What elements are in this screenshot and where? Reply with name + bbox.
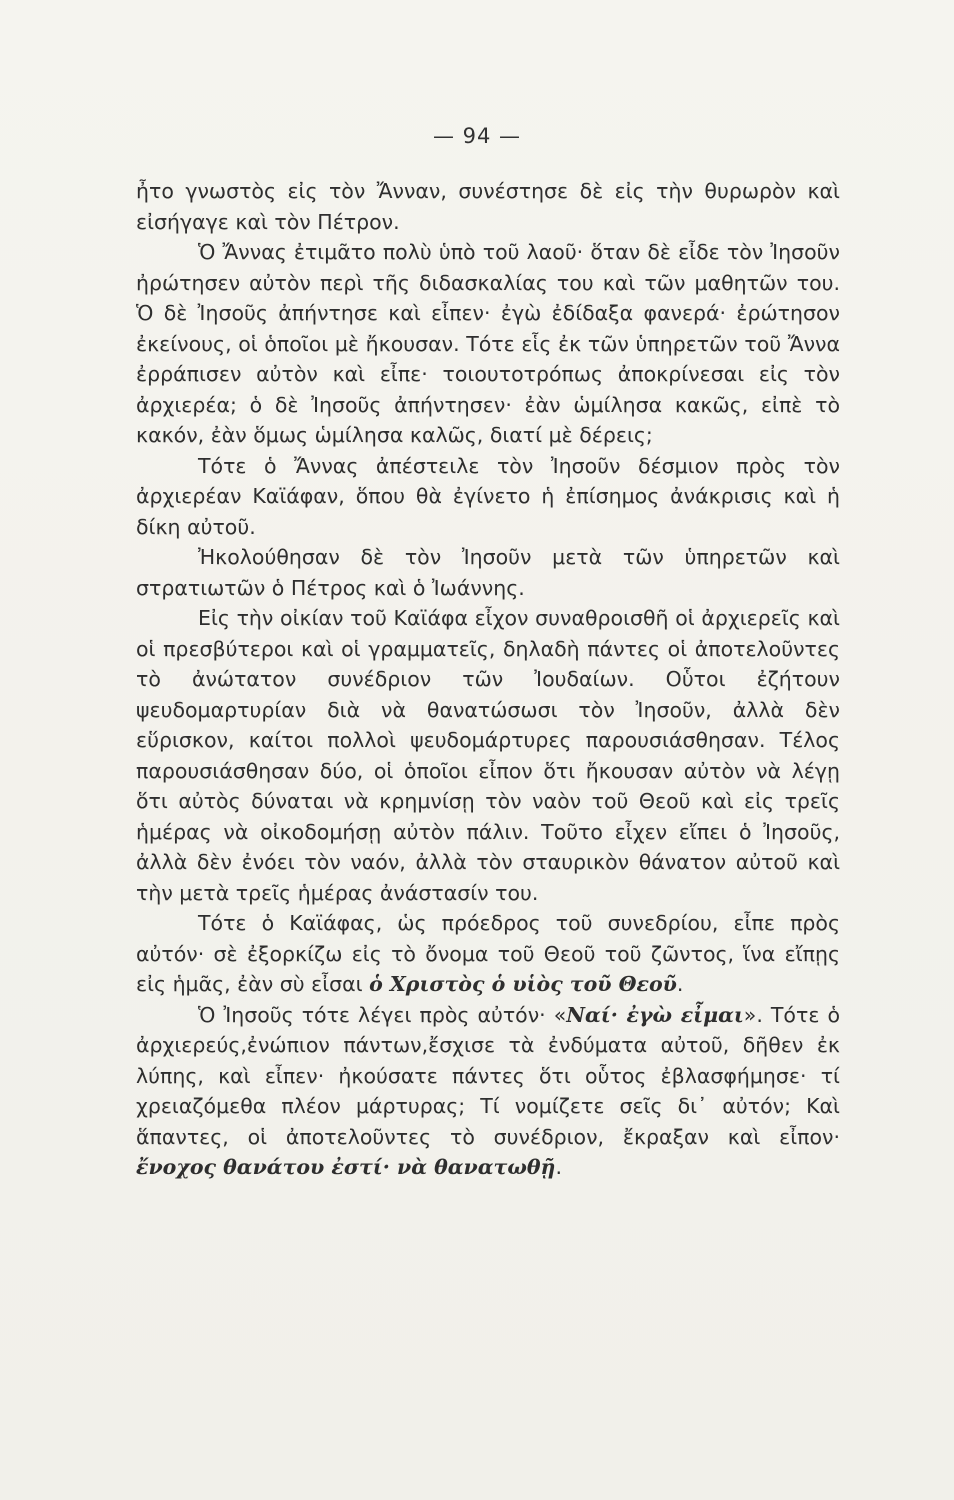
paragraph xyxy=(136,908,840,1000)
text-segment: Τότε ὁ Ἄννας ἀπέστειλε τὸν Ἰησοῦν δέσμιον πρὸς τὸν ἀρχιερέαν Καϊάφαν, ὅπου θὰ ἐγίνετο ἡ ἐπίσημος ἀνάκρισις καὶ ἡ δίκη αὐτοῦ. xyxy=(136,453,840,539)
paragraph xyxy=(136,542,840,603)
text-segment: ». Τότε ὁ ἀρχιερεύς,ἐνώπιον πάντων,ἔσχισε τὰ ἐνδύματα αὐτοῦ, δῆθεν ἐκ λύπης, καὶ εἶπεν· ἠκούσατε πάντες ὅτι οὗτος ἐβλασφήμησε· τί χρειαζόμεθα πλέον μάρτυρας; Τί νομίζετε σεῖς δι᾽ αὐτόν; Καὶ ἅπαντες, οἱ ἀποτελοῦντες τὸ συνέδριον, ἔκραξαν καὶ εἶπον· xyxy=(136,1002,840,1149)
paragraph xyxy=(136,603,840,908)
text-segment: Ὁ Ἰησοῦς τότε λέγει πρὸς αὐτόν· « xyxy=(198,1002,567,1027)
text-segment: Ὁ Ἄννας ἐτιμᾶτο πολὺ ὑπὸ τοῦ λαοῦ· ὅταν δὲ εἶδε τὸν Ἰησοῦν ἠρώτησεν αὐτὸν περὶ τῆς διδασκαλίας του καὶ τῶν μαθητῶν του. Ὁ δὲ Ἰησοῦς ἀπήντησε καὶ εἶπεν· ἐγὼ ἐδίδαξα φανερά· ἐρώτησον ἐκείνους, οἱ ὁποῖοι μὲ ἤκουσαν. Τότε εἷς ἐκ τῶν ὑπηρετῶν τοῦ Ἄννα ἐρράπισεν αὐτὸν καὶ εἶπε· τοιουτοτρόπως ἀποκρίνεσαι εἰς τὸν ἀρχιερέα; ὁ δὲ Ἰησοῦς ἀπήντησεν· ἐὰν ὡμίλησα κακῶς, εἰπὲ τὸ κακόν, ἐὰν ὅμως ὡμίλησα καλῶς, διατί μὲ δέρεις; xyxy=(136,240,840,447)
paragraph xyxy=(136,451,840,543)
text-segment: Ἠκολούθησαν δὲ τὸν Ἰησοῦν μετὰ τῶν ὑπηρετῶν καὶ στρατιωτῶν ὁ Πέτρος καὶ ὁ Ἰωάννης. xyxy=(136,545,840,600)
paragraph xyxy=(136,176,840,237)
text-segment: . xyxy=(676,972,684,996)
emphasized-text: ἔνοχος θανάτου ἐστί· νὰ θανατωθῇ xyxy=(136,1155,556,1179)
body-text xyxy=(136,176,840,1183)
paragraph xyxy=(136,237,840,451)
emphasized-text: Ναί· ἐγὼ εἶμαι xyxy=(566,1002,744,1027)
text-segment: . xyxy=(555,1155,562,1179)
text-segment: Τότε ὁ Καϊάφας, ὡς πρόεδρος τοῦ συνεδρίου, εἶπε πρὸς αὐτόν· σὲ ἐξορκίζω εἰς τὸ ὄνομα τοῦ Θεοῦ τοῦ ζῶντος, ἵνα εἴπῃς εἰς ἡμᾶς, ἐὰν σὺ εἶσαι xyxy=(136,911,840,996)
paragraph xyxy=(136,1000,840,1183)
emphasized-text: ὁ Χριστὸς ὁ υἱὸς τοῦ Θεοῦ xyxy=(369,972,677,996)
text-segment: Εἰς τὴν οἰκίαν τοῦ Καϊάφα εἶχον συναθροισθῆ οἱ ἀρχιερεῖς καὶ οἱ πρεσβύτεροι καὶ οἱ γραμματεῖς, δηλαδὴ πάντες οἱ ἀποτελοῦντες τὸ ἀνώτατον συνέδριον τῶν Ἰουδαίων. Οὗτοι ἐζήτουν ψευδομαρτυρίαν διὰ νὰ θανατώσωσι τὸν Ἰησοῦν, ἀλλὰ δὲν εὕρισκον, καίτοι πολλοὶ ψευδομάρτυρες παρουσιάσθησαν. Τέλος παρουσιάσθησαν δύο, οἱ ὁποῖοι εἶπον ὅτι ἤκουσαν αὐτὸν νὰ λέγῃ ὅτι αὐτὸς δύναται νὰ κρημνίσῃ τὸν ναὸν τοῦ Θεοῦ καὶ εἰς τρεῖς ἡμέρας νὰ οἰκοδομήσῃ αὐτὸν πάλιν. Τοῦτο εἶχεν εἴπει ὁ Ἰησοῦς, ἀλλὰ δὲν ἐνόει τὸν ναόν, ἀλλὰ τὸν σταυρικὸν θάνατον αὐτοῦ καὶ τὴν μετὰ τρεῖς ἡμέρας ἀνάστασίν του. xyxy=(136,606,840,905)
page-number: — 94 — xyxy=(432,124,522,148)
text-segment: ἦτο γνωστὸς εἰς τὸν Ἄνναν, συνέστησε δὲ εἰς τὴν θυρωρὸν καὶ εἰσήγαγε καὶ τὸν Πέτρον. xyxy=(136,179,840,234)
